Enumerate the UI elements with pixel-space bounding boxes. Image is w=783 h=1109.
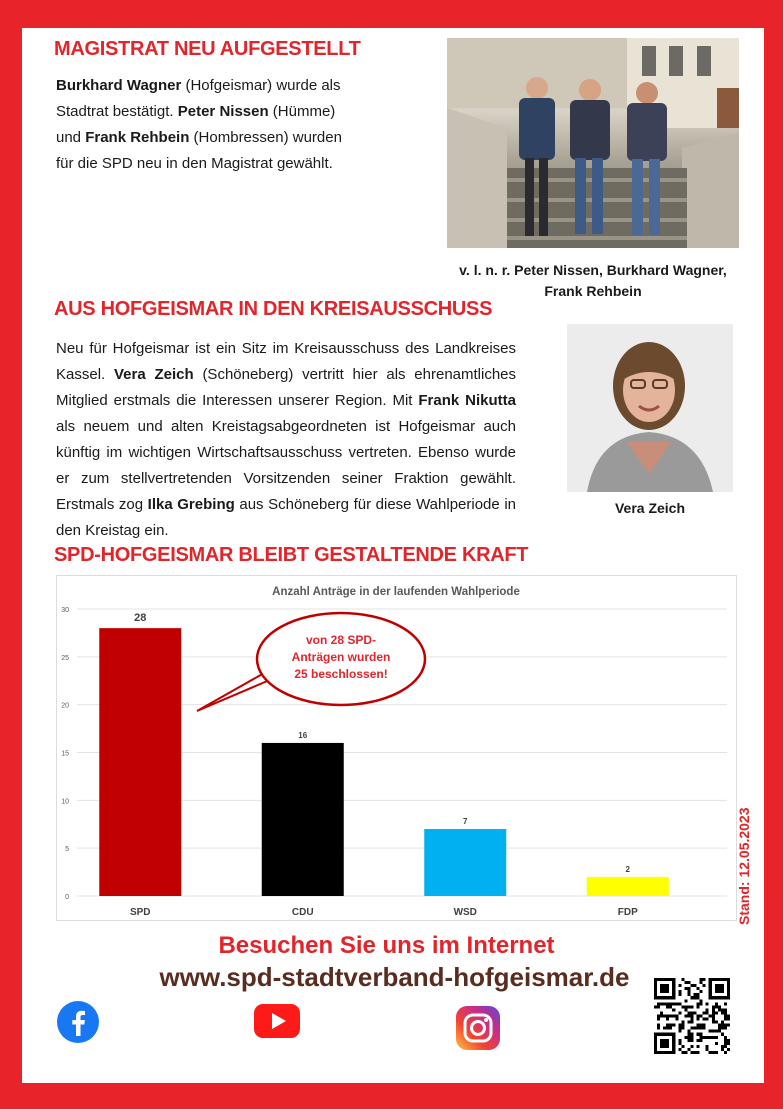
y-tick-label: 10 xyxy=(61,798,69,806)
magistrat-photo-caption: v. l. n. r. Peter Nissen, Burkhard Wagner, Frank Rehbein xyxy=(459,262,727,299)
bar-fdp xyxy=(587,877,669,896)
callout-line-2: Anträgen wurden xyxy=(291,650,391,664)
bar-spd xyxy=(99,628,181,896)
bar-cdu xyxy=(262,743,344,896)
kreisausschuss-text: Neu für Hofgeismar ist ein Sitz im Kreisausschuss des Landkreises Kassel. Vera Zeich (Schöneberg) vertritt hier als ehrenamtliches Mitglied erstmals die Interessen unserer Region. Mit Frank Nikutta als neuem und alten Kreistagsabgeordneten ist Hofgeismar auch künftig im wichtigen Wirtschaftsausschuss vertreten. Ebenso wurde er zum stellvertretenden Vorsitzenden seiner Fraktion gewählt. Erstmals zog Ilka Grebing aus Schöneberg für diese Wahlperiode in den Kreistag ein. xyxy=(56,340,517,539)
y-tick-label: 15 xyxy=(61,750,69,758)
y-tick-label: 0 xyxy=(65,894,69,901)
x-tick-label-cdu: CDU xyxy=(291,907,314,918)
x-tick-label-fdp: FDP xyxy=(617,907,638,918)
antraege-bar-chart xyxy=(57,576,738,922)
y-tick-label: 5 xyxy=(65,846,69,854)
value-label-cdu: 16 xyxy=(298,730,308,740)
x-tick-label-spd: SPD xyxy=(129,907,151,918)
flyer-page xyxy=(22,28,764,1083)
vera-zeich-caption: Vera Zeich xyxy=(614,500,686,516)
vera-zeich-photo xyxy=(567,324,733,492)
heading-kreisausschuss: AUS HOFGEISMAR IN DEN KREISAUSSCHUSS xyxy=(54,298,493,320)
visit-headline: Besuchen Sie uns im Internet xyxy=(218,932,555,959)
y-tick-label: 25 xyxy=(61,654,69,662)
qr-code[interactable] xyxy=(654,978,730,1054)
chart-title: Anzahl Anträge in der laufenden Wahlperiode xyxy=(272,586,520,598)
stand-date: Stand: 12.05.2023 xyxy=(736,807,752,925)
magistrat-text: Burkhard Wagner (Hofgeismar) wurde als Stadtrat bestätigt. Peter Nissen (Hümme) und Frank Rehbein (Hombressen) wurden für die SPD neu in den Magistrat gewählt. xyxy=(56,77,342,172)
value-label-spd: 28 xyxy=(134,612,147,625)
y-tick-label: 20 xyxy=(61,702,69,710)
callout-line-3: 25 beschlossen! xyxy=(294,667,388,681)
value-label-wsd: 7 xyxy=(463,817,468,827)
instagram-icon[interactable] xyxy=(456,1006,500,1050)
heading-magistrat: MAGISTRAT NEU AUFGESTELLT xyxy=(54,38,361,60)
magistrat-group-photo xyxy=(447,38,739,248)
callout-bubble xyxy=(197,613,425,711)
value-label-fdp: 2 xyxy=(625,864,630,874)
facebook-icon[interactable] xyxy=(56,1000,100,1044)
callout-line-1: von 28 SPD- xyxy=(305,633,377,647)
website-url[interactable]: www.spd-stadtverband-hofgeismar.de xyxy=(159,962,630,992)
x-tick-label-wsd: WSD xyxy=(453,907,477,918)
chart-frame xyxy=(56,575,737,921)
y-tick-label: 30 xyxy=(61,607,69,614)
bar-wsd xyxy=(424,829,506,896)
youtube-icon[interactable] xyxy=(254,1004,300,1038)
heading-gestaltende-kraft: SPD-HOFGEISMAR BLEIBT GESTALTENDE KRAFT xyxy=(54,544,529,566)
